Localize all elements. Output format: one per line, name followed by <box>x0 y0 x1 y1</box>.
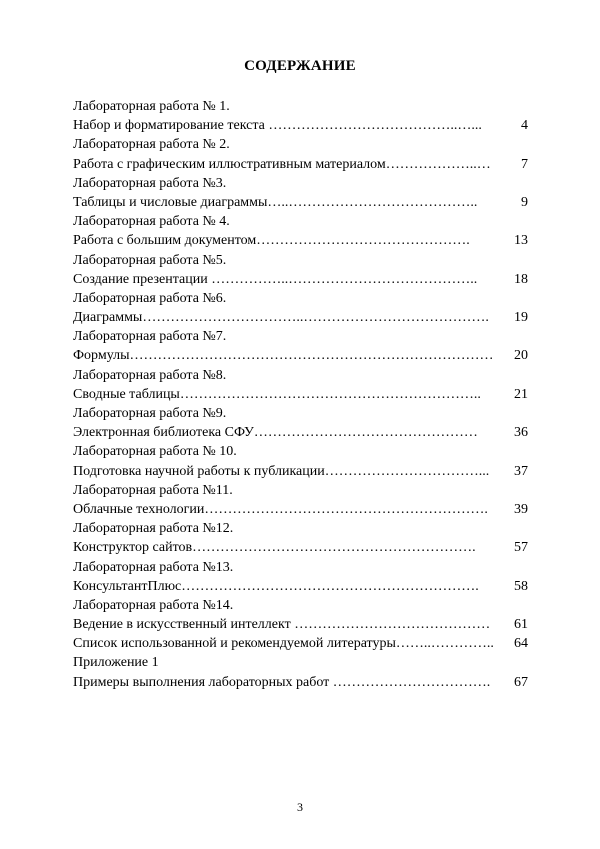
toc-entry-line <box>73 270 528 289</box>
toc-heading-line <box>73 97 528 116</box>
toc-page-number: 21 <box>514 386 528 402</box>
toc-entry-text: Диаграммы……………………………..…………………………………. <box>73 310 489 326</box>
page-title: СОДЕРЖАНИЕ <box>244 58 356 74</box>
toc-entry-line <box>73 346 528 365</box>
toc-heading-line <box>73 289 528 308</box>
toc-heading-line <box>73 519 528 538</box>
toc-page-number: 13 <box>514 233 528 249</box>
toc-page-number: 20 <box>514 348 528 364</box>
toc-entry-line <box>73 385 528 404</box>
toc-entry-text: Набор и форматирование текста …………………………………..…... <box>73 118 482 134</box>
toc-heading-line <box>73 442 528 461</box>
toc-entry-text: Лабораторная работа № 2. <box>73 137 230 153</box>
toc-page-number: 64 <box>514 636 528 652</box>
toc-entry-line <box>73 673 528 692</box>
toc-heading-line <box>73 366 528 385</box>
toc-entry-text: Лабораторная работа №14. <box>73 597 234 613</box>
toc-heading-line <box>73 327 528 346</box>
toc-entry-text: Конструктор сайтов……………………………………………………. <box>73 540 476 556</box>
toc-entry-text: Лабораторная работа № 10. <box>73 444 237 460</box>
toc-entry-line <box>73 155 528 174</box>
toc-entry-text: Лабораторная работа № 4. <box>73 214 230 230</box>
toc-page-number: 4 <box>521 118 528 134</box>
toc-entry-line <box>73 423 528 442</box>
toc-page-number: 7 <box>521 156 528 172</box>
toc-heading-line <box>73 251 528 270</box>
toc-entry-text: Лабораторная работа №12. <box>73 521 234 537</box>
toc-entry-text: КонсультантПлюс………………………………………………………. <box>73 578 479 594</box>
toc-entry-line <box>73 231 528 250</box>
table-of-contents <box>73 97 528 692</box>
toc-entry-text: Список использованной и рекомендуемой литературы……..………….. <box>73 636 494 652</box>
toc-entry-text: Сводные таблицы……………………………………………………….. <box>73 386 481 402</box>
toc-heading-line <box>73 404 528 423</box>
toc-page-number: 57 <box>514 540 528 556</box>
toc-entry-text: Работа с большим документом………………………………………. <box>73 233 470 249</box>
toc-heading-line <box>73 174 528 193</box>
toc-entry-text: Формулы…………………………………………………………………… <box>73 348 494 364</box>
page-number: 3 <box>297 800 303 814</box>
toc-entry-line <box>73 634 528 653</box>
toc-entry-text: Электронная библиотека СФУ………………………………………… <box>73 425 478 441</box>
toc-page-number: 39 <box>514 501 528 517</box>
toc-page-number: 61 <box>514 617 528 633</box>
toc-page-number: 9 <box>521 194 528 210</box>
toc-entry-line <box>73 615 528 634</box>
toc-entry-text: Лабораторная работа №13. <box>73 559 234 575</box>
toc-page-number: 37 <box>514 463 528 479</box>
toc-entry-text: Работа с графическим иллюстративным материалом………………..… <box>73 156 491 172</box>
toc-heading-line <box>73 481 528 500</box>
toc-entry-line <box>73 193 528 212</box>
toc-heading-line <box>73 596 528 615</box>
toc-entry-text: Подготовка научной работы к публикации……………………………... <box>73 463 490 479</box>
toc-entry-text: Лабораторная работа №9. <box>73 406 227 421</box>
toc-entry-text: Создание презентации ……………..………………………………….. <box>73 271 478 287</box>
toc-entry-text: Лабораторная работа №6. <box>73 290 227 306</box>
toc-entry-text: Лабораторная работа №3. <box>73 175 227 191</box>
toc-entry-text: Облачные технологии……………………………………………………. <box>73 501 488 517</box>
toc-entry-text: Лабораторная работа №7. <box>73 329 227 345</box>
toc-heading-line <box>73 212 528 231</box>
toc-entry-line <box>73 577 528 596</box>
toc-entry-line <box>73 462 528 481</box>
toc-entry-text: Таблицы и числовые диаграммы…..………………………………….. <box>73 194 478 210</box>
toc-page-number: 18 <box>514 271 528 287</box>
toc-page-number: 58 <box>514 578 528 594</box>
toc-entry-line <box>73 500 528 519</box>
toc-heading-line <box>73 558 528 577</box>
toc-entry-text: Лабораторная работа №5. <box>73 252 227 268</box>
toc-page-number: 19 <box>514 310 528 326</box>
toc-heading-line <box>73 653 528 672</box>
toc-page-number: 67 <box>514 674 528 690</box>
toc-heading-line <box>73 135 528 154</box>
toc-entry-line <box>73 308 528 327</box>
toc-entry-line <box>73 538 528 557</box>
toc-entry-text: Лабораторная работа №8. <box>73 367 227 383</box>
toc-entry-text: Приложение 1 <box>73 655 159 671</box>
toc-entry-text: Примеры выполнения лабораторных работ ……………………………. <box>73 674 491 690</box>
toc-page-number: 36 <box>514 425 528 441</box>
toc-entry-line <box>73 116 528 135</box>
toc-entry-text: Лабораторная работа № 1. <box>73 99 230 114</box>
toc-entry-text: Ведение в искусственный интеллект …………………………………… <box>73 617 491 633</box>
toc-entry-text: Лабораторная работа №11. <box>73 482 233 498</box>
